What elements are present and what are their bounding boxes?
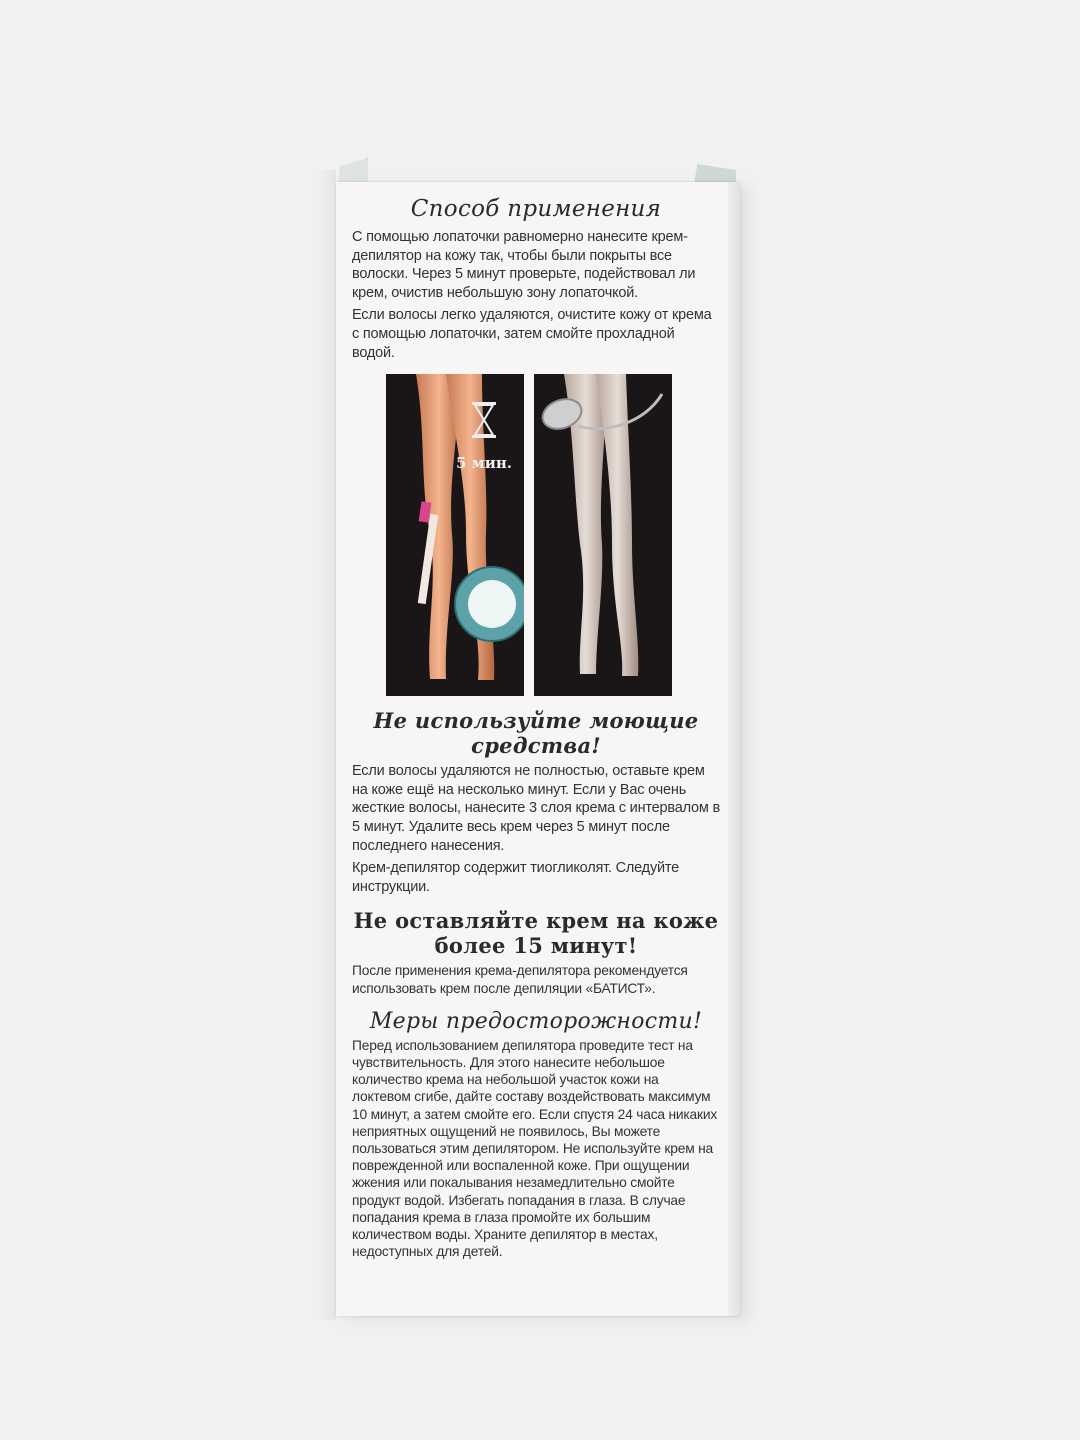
legs-illustration-timer bbox=[386, 374, 524, 696]
warning-detergents-title: Не используйте моющие средства! bbox=[373, 708, 699, 759]
spatula-badge bbox=[454, 566, 524, 642]
legs-with-spatula-image bbox=[386, 374, 524, 696]
box-flap-right bbox=[694, 164, 736, 184]
box-side-edge bbox=[728, 182, 740, 1316]
usage-text-2: Если волосы легко удаляются, очистите кожу от крема с помощью лопаточки, затем смойте прохладной водой. bbox=[352, 307, 712, 361]
spatula-icon bbox=[468, 580, 516, 628]
precautions-title: Меры предосторожности! bbox=[369, 1008, 703, 1034]
box-text-panel bbox=[352, 196, 720, 1264]
timer-label: 5 мин. bbox=[456, 454, 513, 473]
legs-rinsing-image bbox=[534, 374, 672, 696]
detergents-text-2: Крем-депилятор содержит тиогликолят. Следуйте инструкции. bbox=[352, 860, 680, 895]
usage-text-1: С помощью лопаточки равномерно нанесите крем-депилятор на кожу так, чтобы были покрыты все волоски. Через 5 минут проверьте, подействовал ли крем, очистив небольшую зону лопаточкой. bbox=[352, 229, 696, 301]
usage-title: Способ применения bbox=[410, 196, 662, 222]
warning-time-title: Не оставляйте крем на коже более 15 минут! bbox=[353, 908, 719, 959]
usage-illustrations bbox=[386, 374, 672, 696]
box-shadow bbox=[316, 170, 336, 1320]
box-flap-left bbox=[338, 158, 368, 185]
after-depilation-text: После применения крема-депилятора рекомендуется использовать крем после депиляции «БАТИСТ». bbox=[352, 963, 688, 996]
precautions-text: Перед использованием депилятора проведите тест на чувствительность. Для этого нанесите небольшое количество крема на небольшой участок кожи на локтевом сгибе, дайте составу воздействовать максимум 10 минут, а затем смойте его. Если спустя 24 часа никаких неприятных ощущений не появилось, Вы можете пользоваться этим депилятором. Не используйте крем на поврежденной или воспаленной коже. При ощущении жжения или покалывания незамедлительно смойте продукт водой. Избегать попадания в глаза. В случае попадания крема в глаза промойте их большим количеством воды. Храните депилятор в местах, недоступных для детей. bbox=[352, 1037, 718, 1260]
detergents-text-1: Если волосы удаляются не полностью, оставьте крем на коже ещё на несколько минут. Если у Вас очень жесткие волосы, нанесите 3 слоя крема с интервалом в 5 минут. Удалите весь крем через 5 минут после последнего нанесения. bbox=[352, 763, 720, 854]
legs-illustration-shower bbox=[534, 374, 672, 696]
